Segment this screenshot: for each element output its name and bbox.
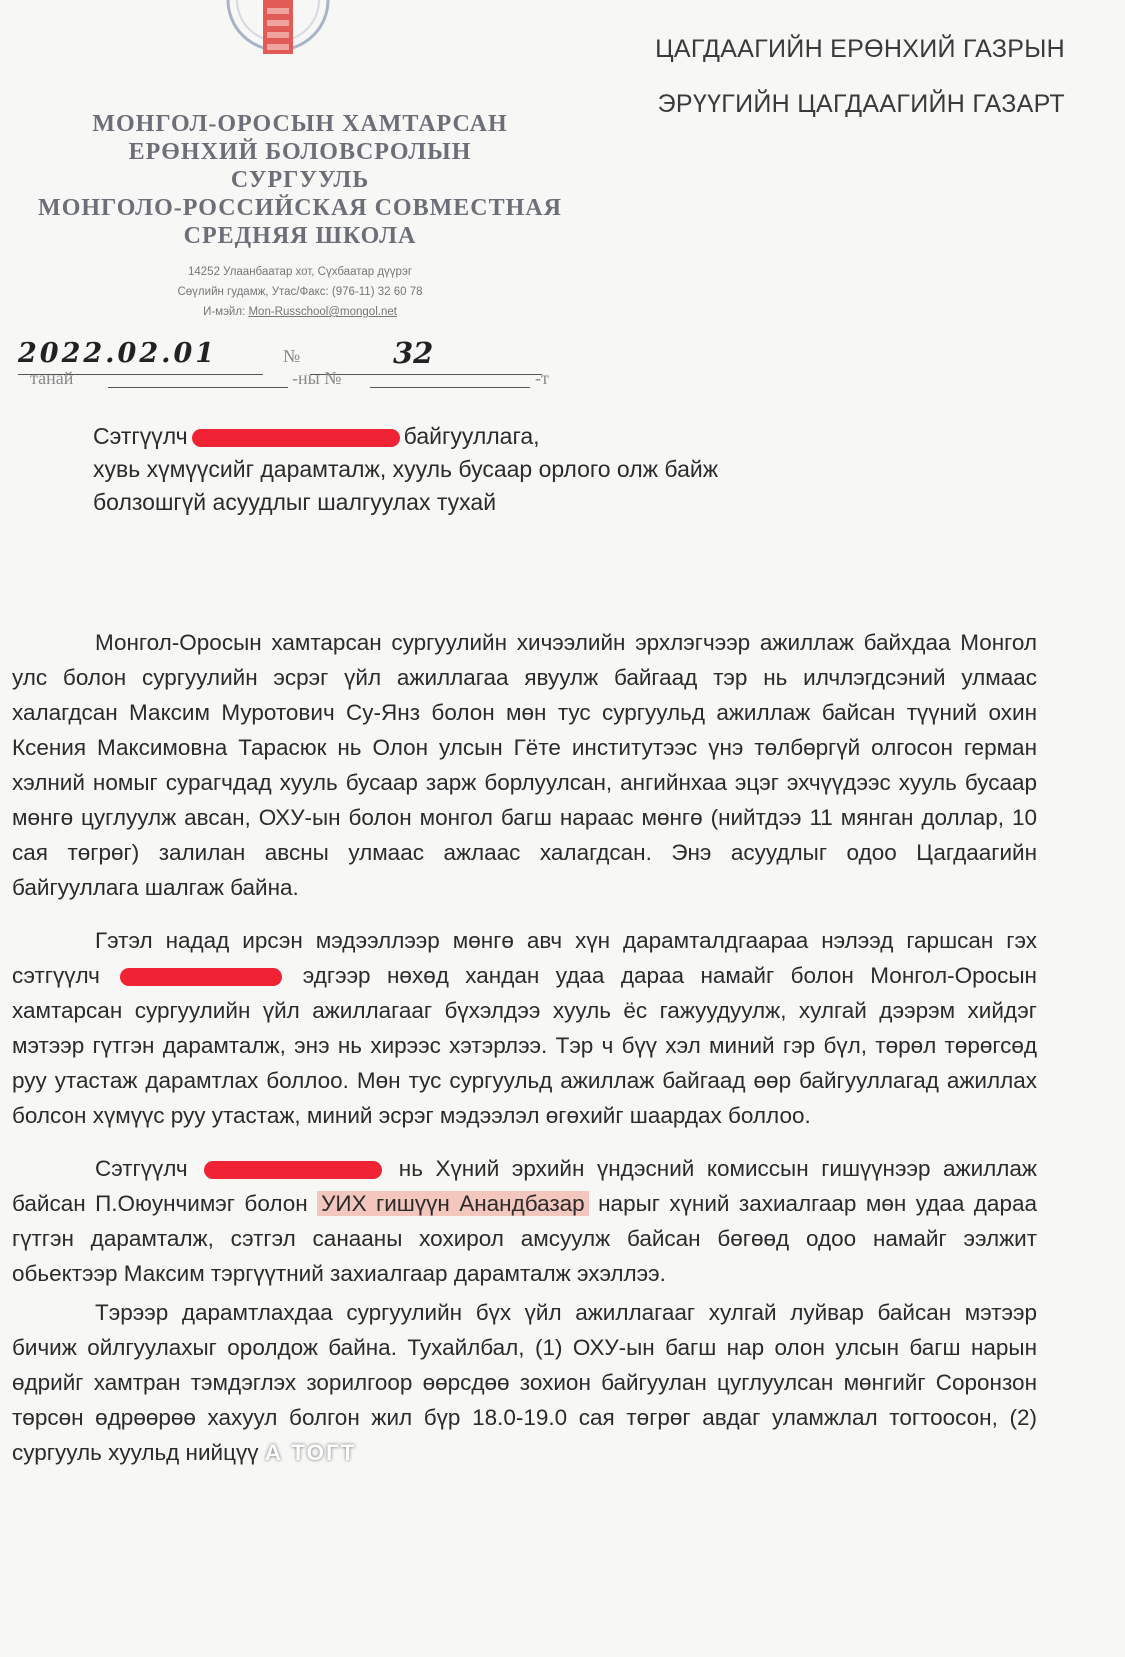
number-label: № [283, 346, 301, 366]
recipient-line: ЦАГДААГИЙН ЕРӨНХИЙ ГАЗРЫН [655, 35, 1065, 63]
recipient-block [655, 22, 1065, 132]
subject-block [93, 420, 853, 519]
highlighted-text: УИХ гишүүн Анандбазар [317, 1191, 589, 1216]
letter-body [12, 625, 1037, 1488]
body-text: Сэтгүүлч [95, 1156, 188, 1181]
school-emblem-icon [225, 0, 331, 88]
body-text: нь Хүний эрхийн үндэсний комиссын гишүүнээр ажиллаж байсан П.Оюунчимэг болон [12, 1156, 1037, 1216]
letterhead-line: ЕРӨНХИЙ БОЛОВСРОЛЫН [128, 139, 472, 165]
body-text: Гэтэл надад ирсэн мэдээллээр мөнгө авч хүн дарамталдгаараа нэлээд гаршсан гэх сэтгүүлч [12, 928, 1037, 988]
redaction-mark [204, 1161, 382, 1179]
school-address [20, 262, 580, 322]
letterhead-line: МОНГОЛО-РОССИЙСКАЯ СОВМЕСТНАЯ [38, 195, 562, 221]
body-paragraph: Монгол-Оросын хамтарсан сургуулийн хичээлийн эрхлэгчээр ажиллаж байхдаа Монгол улс болон сургуулийн эсрэг үйл ажиллагаа явуулж байгаад тэр нь илчлэгдсэний улмаас халагдсан Максим Муротович Су-Янз болон мөн тус сургуульд ажиллаж байсан түүний охин Ксения Максимовна Тарасюк нь Олон улсын Гёте институтээс үнэ төлбөргүй олгосон герман хэлний номыг сурагчдад хууль бусаар зарж борлуулсан, ангийнхаа эцэг эхчүүдээс хууль бусаар мөнгө цуглуулж авсан, ОХУ-ын болон монгол багш нараас мөнгө (нийтдээ 11 мянган доллар, 10 сая төгрөг) залилан авсны улмаас ажлаас халагдсан. Энэ асуудлыг одоо Цагдаагийн байгууллага шалгаж байна. [12, 630, 1037, 900]
email-label: И-мэйл: [203, 306, 246, 318]
recipient-line: ЭРҮҮГИЙН ЦАГДААГИЙН ГАЗАРТ [657, 90, 1065, 118]
email-line [20, 302, 580, 322]
ref-underline [370, 387, 530, 388]
letterhead-line: СРЕДНЯЯ ШКОЛА [183, 223, 417, 249]
subject-line [93, 420, 853, 453]
ref-suffix: -т [535, 368, 549, 388]
subject-text: Сэтгүүлч [93, 423, 188, 449]
letterhead-line: СУРГУУЛЬ [230, 167, 370, 193]
body-paragraph [12, 1295, 1037, 1470]
redaction-mark [120, 968, 282, 986]
subject-line: хувь хүмүүсийг дарамталж, хууль бусаар орлого олж байж [93, 456, 719, 482]
email-link[interactable]: Mon-Russchool@mongol.net [248, 306, 397, 318]
reference-line [30, 368, 550, 398]
ref-mid: -ны № [292, 368, 342, 388]
subject-text: байгууллага, [403, 423, 540, 449]
ref-underline [108, 387, 288, 388]
body-paragraph [12, 1151, 1037, 1291]
redaction-mark [192, 429, 400, 447]
letterhead [20, 110, 580, 322]
handwritten-number: 32 [393, 336, 434, 370]
letterhead-line: МОНГОЛ-ОРОСЫН ХАМТАРСАН [92, 111, 508, 137]
ref-prefix: танай [30, 368, 74, 388]
watermark: А ТОГТ [264, 1440, 357, 1465]
subject-line: болзошгүй асуудлыг шалгуулах тухай [93, 489, 497, 515]
body-text: Тэрээр дарамтлахдаа сургуулийн бүх үйл ажиллагааг хулгай луйвар байсан мэтээр бичиж ойлгуулахыг оролдож байна. Тухайлбал, (1) ОХУ-ын багш нар олон улсын багш нарын өдрийг хамтран тэмдэглэх зорилгоор өөрсдөө зохион байгуулан цуглуулсан мөнгийг Соронзон төрсөн өдрөөрөө хахуул болгон жил бүр 18.0-19.0 сая төгрөг авдаг уламжлал тогтоосон, (2) сургууль хуульд нийцүү [12, 1300, 1037, 1465]
body-text: эдгээр нөхөд хандан удаа дараа намайг болон Монгол-Оросын хамтарсан сургуулийн үйл ажиллагааг бүхэлдээ хууль ёс гажуудуулж, хулгай дээрэм хийдэг мэтээр гүтгэн дарамталж, энэ нь хирээс хэтэрлээ. Тэр ч бүү хэл миний гэр бүл, төрөл төрөгсөд руу утастаж дарамтлах боллоо. Мөн тус сургуульд ажиллаж байгаад өөр байгууллагад ажиллах болсон хүмүүс руу утастаж, миний эсрэг мэдээлэл өгөхийг шаардах боллоо. [12, 963, 1037, 1128]
body-paragraph [12, 923, 1037, 1133]
handwritten-date: 2022.02.01 [18, 338, 218, 369]
address-line: Сөүлийн гудамж, Утас/Факс: (976-11) 32 60 78 [177, 286, 423, 298]
body-text: нарыг хүний захиалгаар мөн удаа дараа гүтгэн дарамталж, сэтгэл санааны хохирол амсуулж байсан бөгөөд одоо намайг ээлжит обьектээр Максим тэргүүтний захиалгаар дарамталж эхэллээ. [12, 1191, 1037, 1286]
address-line: 14252 Улаанбаатар хот, Сүхбаатар дүүрэг [187, 266, 413, 278]
